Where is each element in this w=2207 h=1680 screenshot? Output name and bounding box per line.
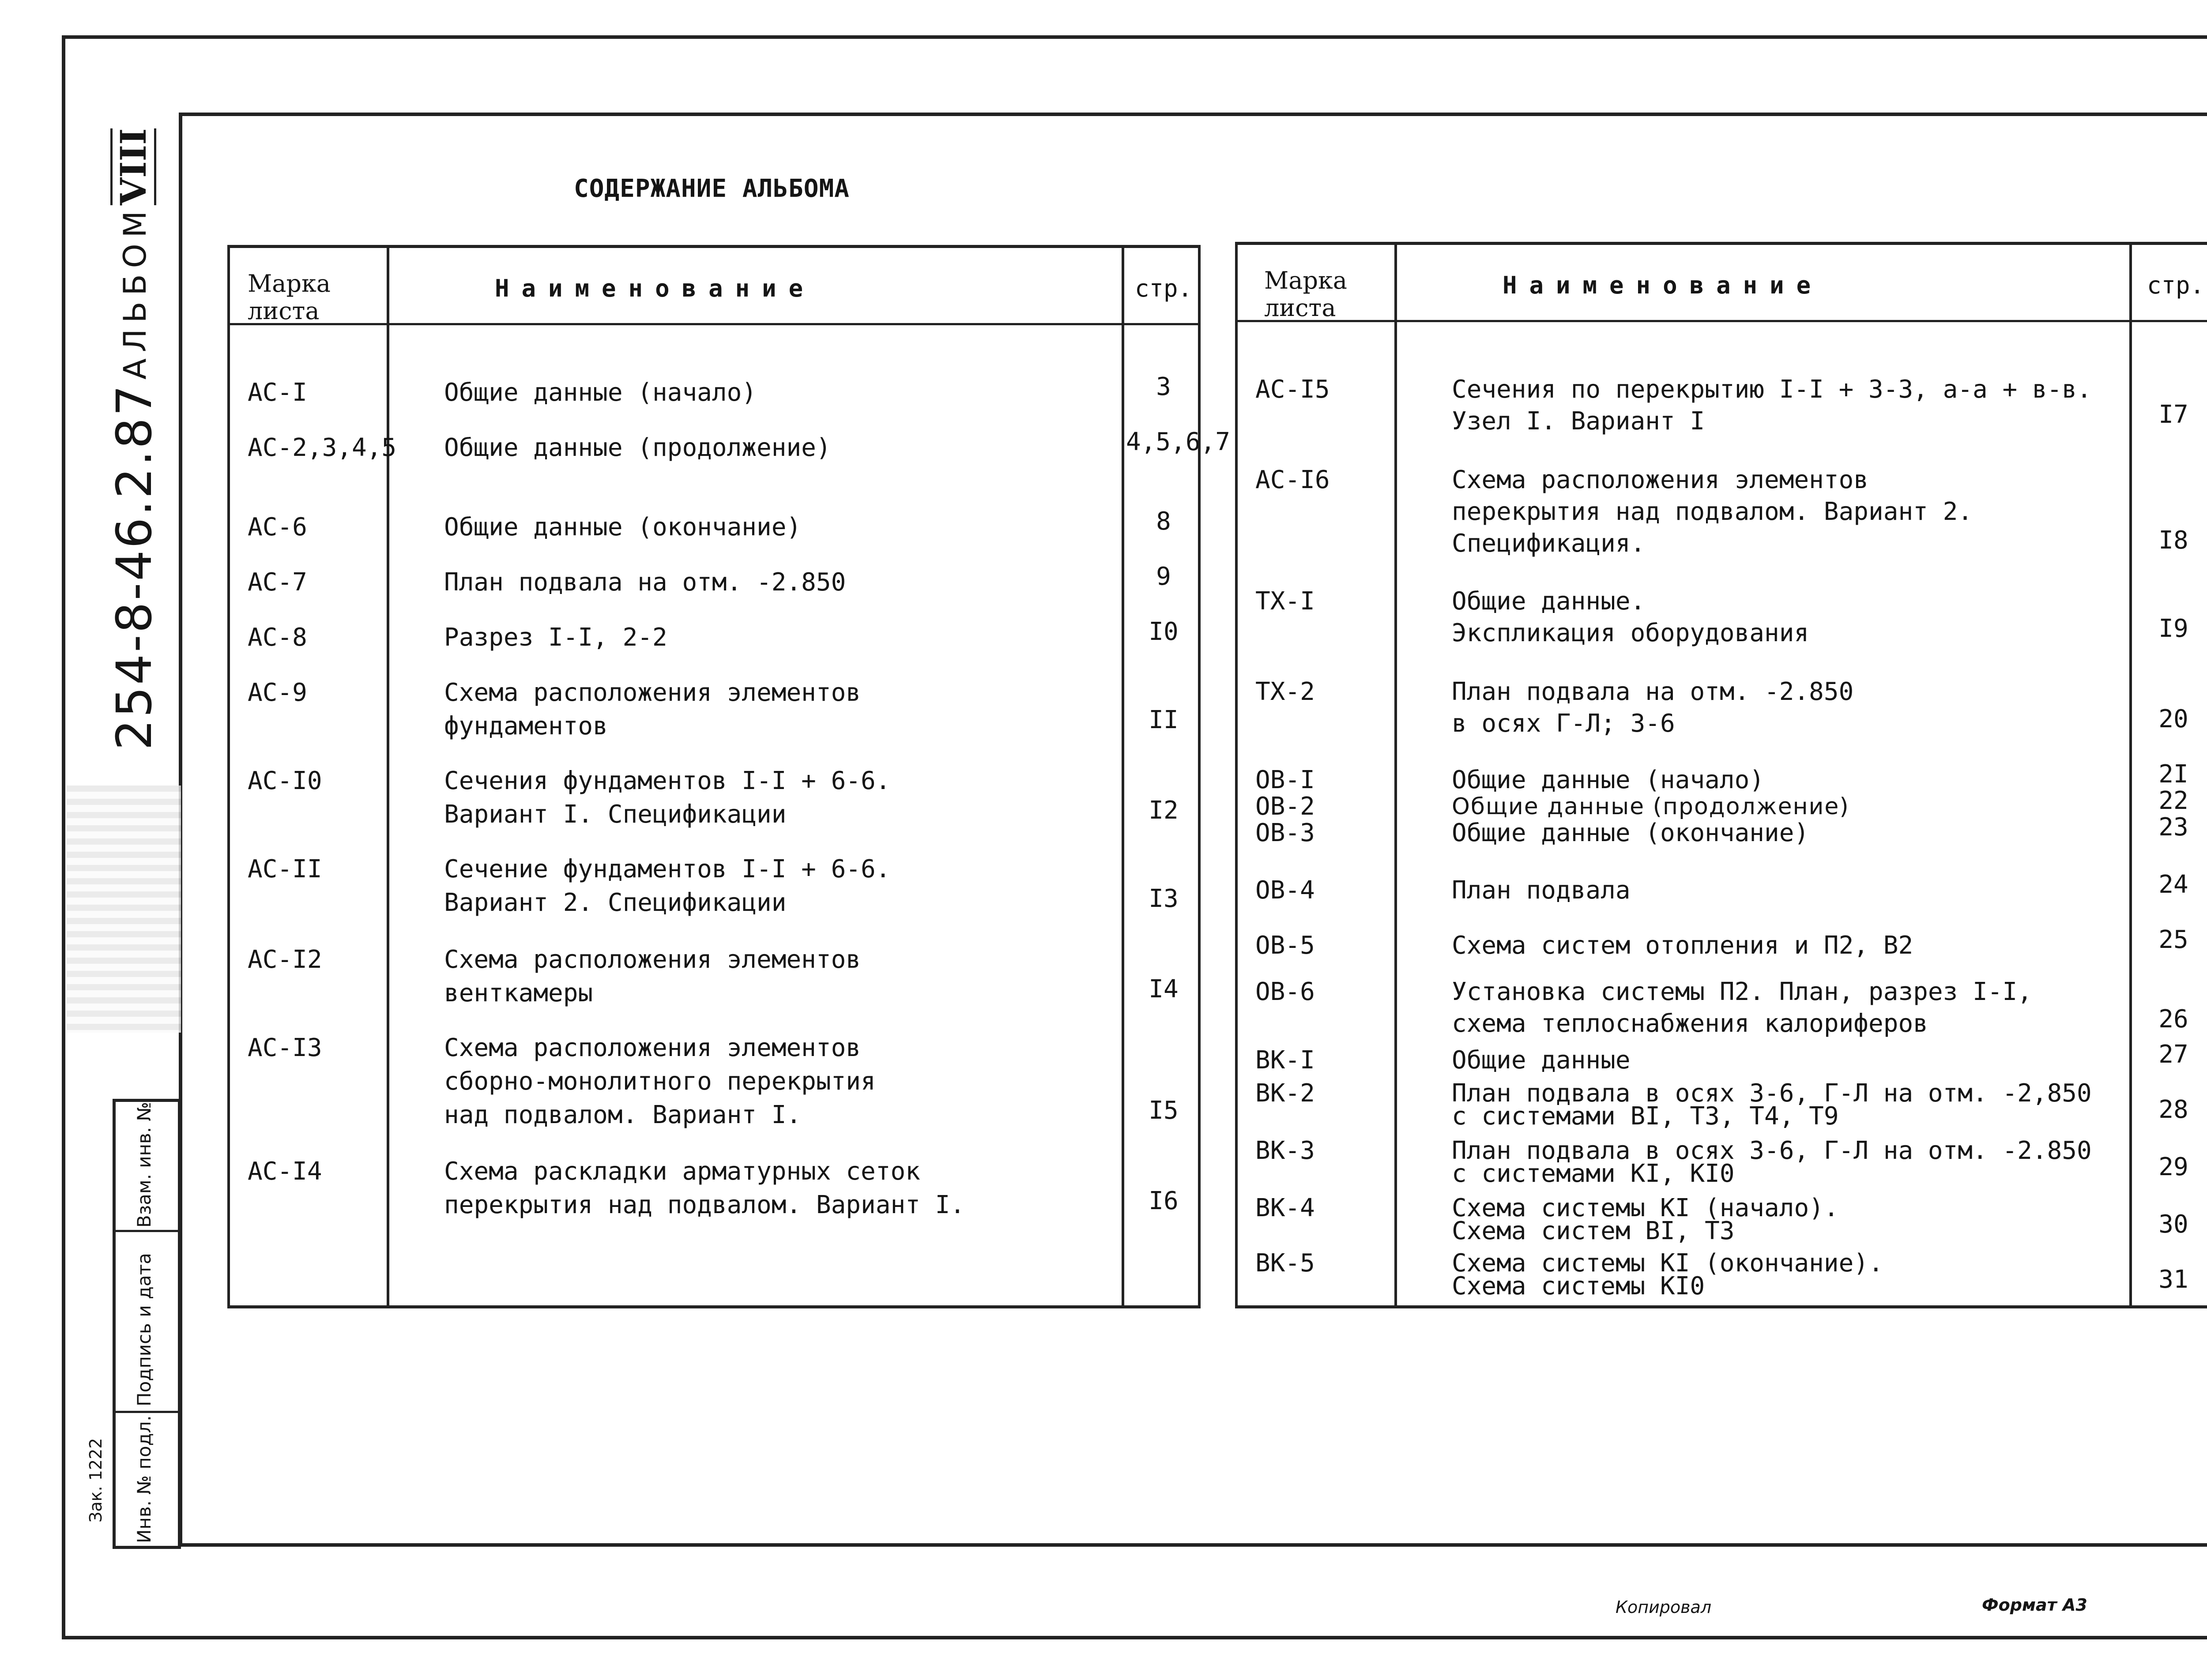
header-name: Наименование bbox=[495, 274, 816, 302]
sheet-title-line: Схема систем отопления и П2, В2 bbox=[1452, 931, 1913, 960]
sheet-mark: АС-6 bbox=[248, 513, 307, 541]
sheet-mark: АС-I5 bbox=[1255, 375, 1330, 404]
sheet-title-line: Общие данные (начало) bbox=[1452, 766, 1765, 794]
sheet-mark: ОВ-2 bbox=[1255, 792, 1315, 821]
column-divider bbox=[1394, 245, 1397, 1305]
sheet-title-line: Схема системы КI0 bbox=[1452, 1272, 1705, 1300]
page-number: 28 bbox=[2158, 1095, 2188, 1124]
sheet-mark: АС-I4 bbox=[248, 1157, 322, 1186]
sheet-title-line: Общие данные (продолжение) bbox=[1452, 793, 1849, 820]
sheet-title-line: с системами КI, КI0 bbox=[1452, 1159, 1735, 1188]
page-number: 29 bbox=[2158, 1153, 2188, 1181]
strip-divider bbox=[116, 1230, 178, 1232]
header-page: стр. bbox=[2147, 271, 2205, 299]
sheet-title-line: Разрез I-I, 2-2 bbox=[444, 623, 667, 652]
sheet-mark: АС-I2 bbox=[248, 945, 322, 974]
sheet-mark: ВК-I bbox=[1255, 1046, 1315, 1075]
sheet-title-line: перекрытия над подвалом. Вариант 2. bbox=[1452, 497, 1973, 526]
sheet-title-line: Схема расположения элементов bbox=[444, 1034, 861, 1062]
sheet-mark: АС-I bbox=[248, 378, 307, 407]
strip-divider bbox=[116, 1411, 178, 1413]
sheet-mark: АС-7 bbox=[248, 568, 307, 597]
sheet-title-line: фундаментов bbox=[444, 712, 608, 740]
header-page: стр. bbox=[1134, 274, 1193, 302]
page-number: I7 bbox=[2158, 400, 2188, 429]
sheet-title-line: Общие данные (продолжение) bbox=[444, 433, 831, 462]
sheet-mark: ТХ-I bbox=[1255, 587, 1315, 616]
sheet-title-line: План подвала на отм. -2.850 bbox=[444, 568, 846, 597]
page-number: 25 bbox=[2158, 925, 2188, 954]
sheet-title-line: Схема расположения элементов bbox=[1452, 466, 1869, 494]
header-mark: Марка листа bbox=[248, 270, 331, 325]
sheet-title-line: сборно-монолитного перекрытия bbox=[444, 1067, 876, 1096]
sheet-mark: ВК-3 bbox=[1255, 1136, 1315, 1165]
page-number: 24 bbox=[2158, 870, 2188, 899]
sheet-title-line: Схема расположения элементов bbox=[444, 678, 861, 707]
page-number: I8 bbox=[2158, 526, 2188, 555]
sheet-title-line: Установка системы П2. План, разрез I-I, bbox=[1452, 977, 2032, 1006]
faded-stamp bbox=[66, 786, 181, 1033]
sheet-mark: АС-II bbox=[248, 855, 322, 883]
sheet-mark: ВК-2 bbox=[1255, 1079, 1315, 1108]
sheet-title-line: перекрытия над подвалом. Вариант I. bbox=[444, 1191, 965, 1219]
original-inv-label: Инв. № подл. bbox=[133, 1415, 155, 1543]
page-number: 23 bbox=[2158, 813, 2188, 842]
sheet-title-line: Общие данные (окончание) bbox=[444, 513, 802, 541]
header-mark: Марка листа bbox=[1264, 267, 1347, 322]
column-divider bbox=[2129, 245, 2132, 1305]
header-name: Наименование bbox=[1503, 271, 1823, 299]
sheet-mark: АС-2,3,4,5 bbox=[248, 433, 397, 462]
approval-strip bbox=[113, 1099, 181, 1549]
page-number: 20 bbox=[2158, 705, 2188, 733]
page-number: 3 bbox=[1156, 372, 1171, 401]
sheet-title-line: с системами ВI, Т3, Т4, Т9 bbox=[1452, 1102, 1839, 1131]
order-note: Зак. 1222 bbox=[86, 1438, 105, 1522]
page-number: 4,5,6,7 bbox=[1126, 428, 1231, 456]
page-number: 27 bbox=[2158, 1040, 2188, 1069]
sheet-mark: АС-I3 bbox=[248, 1034, 322, 1062]
page-number: 30 bbox=[2158, 1210, 2188, 1239]
format-label: Формат А3 bbox=[1982, 1595, 2087, 1615]
sheet-mark: ТХ-2 bbox=[1255, 677, 1315, 706]
page-number: 31 bbox=[2158, 1265, 2188, 1294]
sheet-title-line: Сечение фундаментов I-I + 6-6. bbox=[444, 855, 891, 883]
sheet-mark: ВК-4 bbox=[1255, 1194, 1315, 1222]
sheet-mark: АС-I0 bbox=[248, 767, 322, 795]
sheet-title-line: венткамеры bbox=[444, 979, 593, 1007]
sheet-mark: АС-I6 bbox=[1255, 466, 1330, 494]
sheet-title-line: Сечения по перекрытию I-I + 3-3, а-а + в-в. bbox=[1452, 375, 2092, 404]
page-number: I3 bbox=[1149, 884, 1179, 913]
sheet-title-line: Узел I. Вариант I bbox=[1452, 407, 1705, 436]
sheet-mark: ОВ-5 bbox=[1255, 931, 1315, 960]
page-number: I6 bbox=[1149, 1187, 1179, 1215]
sheet-mark: ВК-5 bbox=[1255, 1249, 1315, 1278]
sheet-title-line: Общие данные. bbox=[1452, 587, 1646, 616]
sheet-title-line: Схема системы КI (начало). bbox=[1452, 1194, 1839, 1222]
sheet-title-line: над подвалом. Вариант I. bbox=[444, 1101, 802, 1129]
sheet-title-line: схема теплоснабжения калориферов bbox=[1452, 1009, 1928, 1038]
sheet-title-line: Спецификация. bbox=[1452, 529, 1646, 558]
sheet-title-line: Общие данные bbox=[1452, 1046, 1631, 1075]
contents-table-right bbox=[1235, 242, 2207, 1308]
sheet-mark: ОВ-I bbox=[1255, 766, 1315, 794]
replace-inv-label: Взам. инв. № bbox=[133, 1101, 155, 1228]
page-number: 26 bbox=[2158, 1005, 2188, 1034]
album-number: VIII bbox=[110, 128, 156, 205]
sheet-title-line: Общие данные (окончание) bbox=[1452, 819, 1809, 847]
page-number: I2 bbox=[1149, 796, 1179, 825]
sheet-title-line: Экспликация оборудования bbox=[1452, 619, 1809, 647]
page-number: 9 bbox=[1156, 562, 1171, 591]
sheet-title-line: Вариант 2. Спецификации bbox=[444, 888, 787, 917]
page-number: II bbox=[1149, 706, 1179, 734]
column-divider bbox=[1122, 248, 1124, 1305]
sheet-title-line: Общие данные (начало) bbox=[444, 378, 757, 407]
sheet-title-line: в осях Г-Л; 3-6 bbox=[1452, 709, 1675, 738]
sheet-title-line: Схема систем ВI, Т3 bbox=[1452, 1217, 1735, 1245]
page-number: I5 bbox=[1149, 1096, 1179, 1125]
sheet-title-line: Сечения фундаментов I-I + 6-6. bbox=[444, 767, 891, 795]
page-number: I9 bbox=[2158, 614, 2188, 643]
sheet-title-line: Схема раскладки арматурных сеток bbox=[444, 1157, 920, 1186]
sheet-mark: ОВ-6 bbox=[1255, 977, 1315, 1006]
sheet-mark: ОВ-4 bbox=[1255, 876, 1315, 905]
page-number: I4 bbox=[1149, 975, 1179, 1003]
sheet-title-line: План подвала в осях 3-6, Г-Л на отм. -2,850 bbox=[1452, 1079, 2092, 1108]
sheet-title-line: Схема расположения элементов bbox=[444, 945, 861, 974]
sheet-title-line: План подвала на отм. -2.850 bbox=[1452, 677, 1854, 706]
sheet-title-line: План подвала в осях 3-6, Г-Л на отм. -2.850 bbox=[1452, 1136, 2092, 1165]
copied-by: Копировал bbox=[1616, 1597, 1712, 1617]
sheet-mark: АС-8 bbox=[248, 623, 307, 652]
sheet-title-line: План подвала bbox=[1452, 876, 1631, 905]
column-divider bbox=[387, 248, 389, 1305]
sheet-mark: ОВ-3 bbox=[1255, 819, 1315, 847]
sheet-mark: АС-9 bbox=[248, 678, 307, 707]
sheet-title-line: Схема системы КI (окончание). bbox=[1452, 1249, 1883, 1278]
album-code: 254-8-46.2.87 bbox=[106, 383, 162, 750]
page-number: 8 bbox=[1156, 507, 1171, 536]
page-title: СОДЕРЖАНИЕ АЛЬБОМА bbox=[574, 174, 850, 203]
page-number: I0 bbox=[1149, 617, 1179, 646]
signature-date-label: Подпись и дата bbox=[133, 1253, 155, 1406]
page-number: 22 bbox=[2158, 786, 2188, 815]
contents-table-left bbox=[227, 245, 1231, 1308]
sheet-title-line: Вариант I. Спецификации bbox=[444, 800, 787, 829]
album-word: АЛЬБОМ bbox=[117, 204, 153, 380]
page-number: 2I bbox=[2158, 760, 2188, 789]
